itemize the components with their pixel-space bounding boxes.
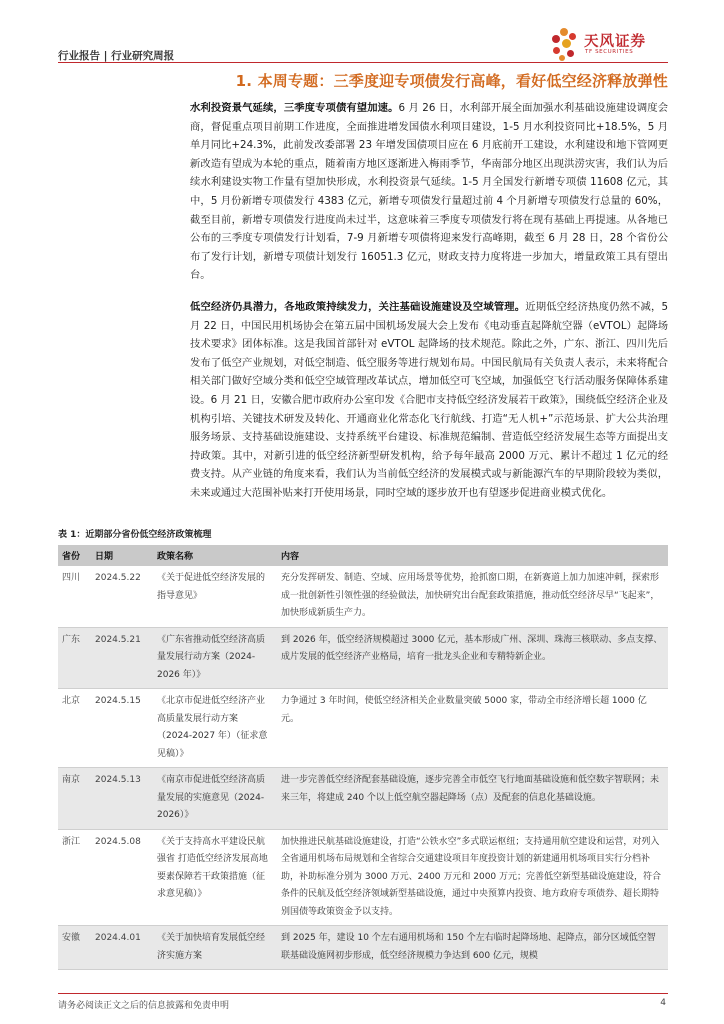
- page-header: [58, 36, 668, 70]
- cell-policy: 《关于加快培育发展低空经济实施方案: [157, 933, 266, 961]
- header-content: 内容: [281, 552, 300, 562]
- page-number: 4: [660, 998, 666, 1008]
- cell-province: 北京: [62, 696, 81, 706]
- cell-date: 2024.5.13: [95, 775, 141, 785]
- report-category: 行业报告 | 行业研究周报: [58, 50, 175, 62]
- cell-province: 四川: [62, 573, 81, 583]
- cell-content: 进一步完善低空经济配套基础设施，逐步完善全市低空飞行地面基础设施和低空数字智联网；未来三年，将建成 240 个以上低空航空器起降场（点）及配套的信息化基础设施。: [281, 775, 660, 803]
- table-row: [58, 566, 668, 627]
- cell-content: 加快推进民航基础设施建设，打造“公铁水空”多式联运枢纽；支持通用航空建设和运营，对列入全省通用机场布局规划和全省综合交通建设项目年度投资计划的新建通用机场项目实行分档补助，补助标准分别为 3000 万元、2400 万元和 2000 万元；完善低空新型基础设施建设，符合条件的民航及低空经济领域新型基础设施，通过中央预算内投资、地方政府专项债券、超长期特别国债等政策资金予以支持。: [281, 836, 662, 917]
- section-title: 1. 本周专题：三季度迎专项债发行高峰，看好低空经济释放弹性: [235, 72, 668, 90]
- header-policy: 政策名称: [157, 552, 194, 562]
- table-row: [58, 829, 668, 926]
- cell-province: 南京: [62, 775, 81, 785]
- paragraph-water-investment: [190, 99, 668, 285]
- cell-date: 2024.5.15: [95, 696, 141, 706]
- cell-content: 到 2025 年，建设 10 个左右通用机场和 150 个左右临时起降场地、起降点，部分区域低空智联基础设施网初步形成，低空经济规模力争达到 600 亿元，规模: [281, 933, 656, 961]
- table-row: [58, 768, 668, 830]
- cell-policy: 《南京市促进低空经济高质量发展的实施意见（2024-2026）》: [157, 775, 266, 820]
- logo-name: 天风证券: [584, 34, 646, 50]
- paragraph-lead: 低空经济仍具潜力，各地政策持续发力，关注基础设施建设及空域管理。: [190, 301, 526, 313]
- logo-subtitle: TF SECURITIES: [585, 49, 634, 55]
- cell-content: 力争通过 3 年时间，使低空经济相关企业数量突破 5000 家，带动全市经济增长超 1000 亿元。: [281, 696, 647, 724]
- header-date: 日期: [95, 552, 114, 562]
- cell-date: 2024.4.01: [95, 933, 141, 943]
- company-logo: [550, 28, 668, 62]
- header-divider: [58, 62, 668, 63]
- table-caption: 表 1：近期部分省份低空经济政策梳理: [58, 530, 212, 540]
- header-province: 省份: [62, 552, 81, 562]
- cell-content: 到 2026 年，低空经济规模超过 3000 亿元，基本形成广州、深圳、珠海三核联动、多点支撑、成片发展的低空经济产业格局，培育一批龙头企业和专精特新企业。: [281, 634, 663, 662]
- table-row: [58, 627, 668, 689]
- table-row: [58, 926, 668, 970]
- logo-mark-icon: [550, 28, 580, 62]
- table-row: [58, 689, 668, 768]
- cell-content: 充分发挥研发、制造、空域、应用场景等优势，抢抓窗口期，在新赛道上加力加速冲刺，探索形成一批创新性引领性强的经验做法，加快研究出台配套政策措施，推动低空经济尽早“飞起来”，加快形成新质生产力。: [281, 573, 660, 618]
- paragraph-body: 近期低空经济热度仍然不减，5 月 22 日，中国民用机场协会在第五届中国机场发展大会上发布《电动垂直起降航空器（eVTOL）起降场技术要求》团体标准。这是我国首部针对 eVTOL 起降场的技术规范。除此之外，广东、浙江、四川先后发布了低空产业规划，对低空制造、低空服务等进行规划布局。中国民航局有关负责人表示，未来将配合相关部门做好空域分类和低空空域管理改革试点，增加低空可飞空域，加强低空飞行活动服务保障体系建设。6 月 21 日，安徽合肥市政府办公室印发《合肥市支持低空经济发展若干政策》，围绕低空经济企业及机构引培、关键技术研发及转化、开通商业化常态化飞行航线、打造“无人机+”示范场景、扩大公共治理服务场景、支持基础设施建设、支持系统平台建设、标准规范编制、营造低空经济发展生态等方面提出支持政策。其中，对新引进的低空经济新型研发机构，给予每年最高 2000 万元、累计不超过 1 亿元的经费支持。从产业链的角度来看，我们认为当前低空经济的发展模式或与新能源汽车的早期阶段较为类似，未来或通过大范围补贴来打开使用场景，同时空域的逐步放开也有望逐步促进商业模式优化。: [190, 301, 668, 499]
- cell-province: 安徽: [62, 933, 81, 943]
- paragraph-body: 6 月 26 日，水利部开展全面加强水利基础设施建设调度会商，督促重点项目前期工作进度，全面推进增发国债水利项目建设，1-5 月水利投资同比+18.5%，5 月单月同比+24.3%，此前发改委部署 23 年增发国债项目应在 6 月底前开工建设，水利建设和地下管网更新改造有望成为本轮的重点，随着南方地区逐渐进入梅雨季节，华南部分地区出现洪涝灾害，我们认为后续水利建设实物工作量有望加快形成，水利投资景气延续。1-5 月全国发行新增专项债 11608 亿元，其中，5 月份新增专项债发行 4383 亿元，新增专项债发行量超过前 4 个月新增专项债发行总量的 60%，截至目前，新增专项债发行进度尚未过半，这意味着三季度专项债发行将在现有基础上再提速。从各地已公布的三季度专项债发行计划看，7-9 月新增专项债将迎来发行高峰期，截至 6 月 28 日，28 个省份公布了发行计划，新增专项债计划发行 16051.3 亿元，财政支持力度将进一步加大，增量政策工具有望出台。: [190, 102, 668, 282]
- cell-province: 广东: [62, 634, 81, 645]
- disclaimer-note: 请务必阅读正文之后的信息披露和免责申明: [58, 1001, 230, 1011]
- cell-date: 2024.5.21: [95, 634, 141, 645]
- cell-province: 浙江: [62, 836, 81, 847]
- cell-policy: 《北京市促进低空经济产业高质量发展行动方案（2024-2027 年）（征求意见稿）》: [157, 696, 268, 759]
- cell-policy: 《关于支持高水平建设民航强省 打造低空经济发展高地要素保障若干政策措施（征求意见稿）》: [157, 836, 268, 899]
- footer-divider: [58, 993, 668, 994]
- cell-date: 2024.5.08: [95, 836, 141, 847]
- cell-policy: 《广东省推动低空经济高质量发展行动方案（2024-2026 年）》: [157, 634, 266, 680]
- paragraph-lead: 水利投资景气延续，三季度专项债有望加速。: [190, 102, 399, 114]
- cell-policy: 《关于促进低空经济发展的指导意见》: [157, 573, 266, 601]
- table-header-row: [58, 545, 668, 566]
- paragraph-low-altitude-economy: [190, 298, 668, 503]
- policy-table: [58, 545, 668, 977]
- cell-date: 2024.5.22: [95, 573, 141, 583]
